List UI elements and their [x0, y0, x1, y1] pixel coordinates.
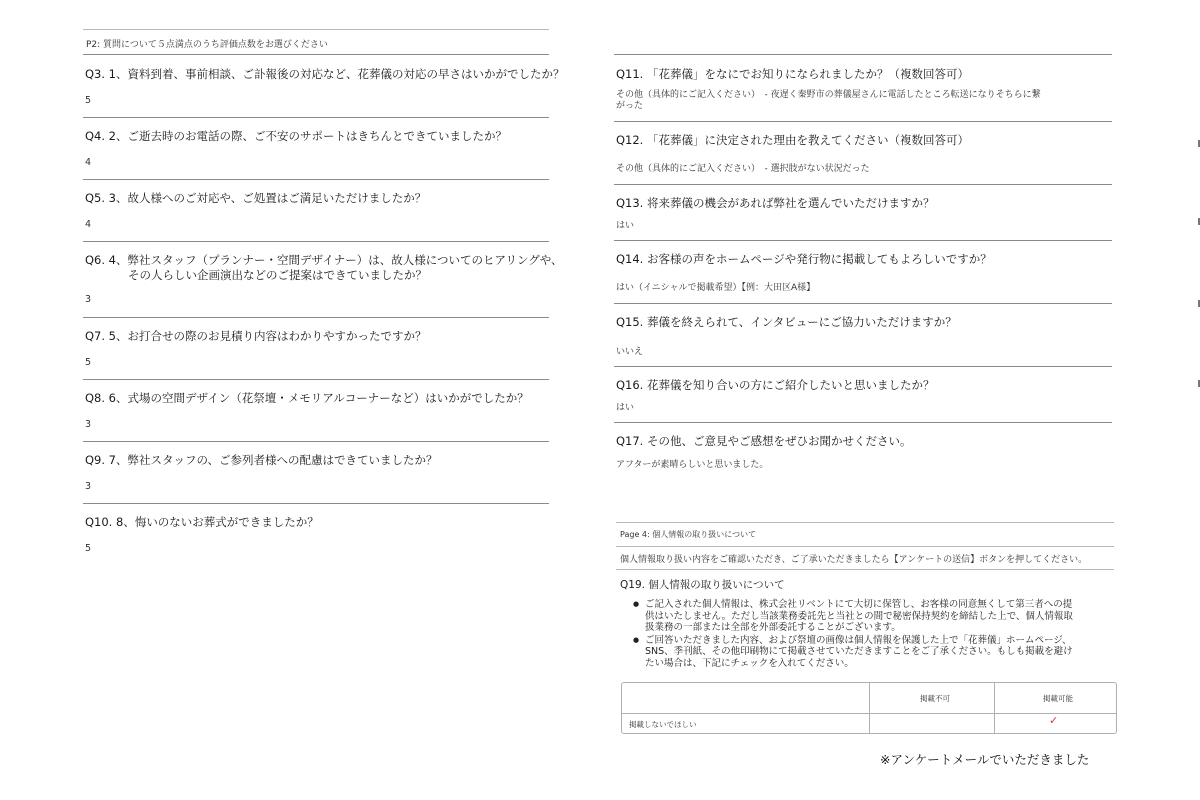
checkmark-icon[interactable]: ✓	[1049, 714, 1059, 727]
publication-consent-table	[621, 682, 1117, 734]
question-q5: Q5. 3、故人様へのご対応や、ご処置はご満足いただけましたか？	[85, 191, 427, 205]
question-q14: Q14. お客様の声をホームページや発行物に掲載してもよろしいですか？	[616, 252, 992, 266]
question-q16: Q16. 花葬儀を知り合いの方にご紹介したいと思いましたか？	[616, 378, 935, 392]
question-q15: Q15. 葬儀を終えられて、インタビューにご協力いただけますか？	[616, 315, 957, 329]
answer-q8: 3	[85, 419, 92, 430]
question-q8: Q8. 6、式場の空間デザイン（花祭壇・メモリアルコーナーなど）はいかがでしたか？	[85, 391, 529, 405]
answer-q15: いいえ	[616, 347, 644, 357]
page4-intro: 個人情報取り扱い内容をご確認いただき、ご了承いただきましたら【アンケートの送信】ボタンを押してください。	[620, 555, 1088, 565]
answer-q6: 3	[85, 294, 92, 305]
answer-q13: はい	[616, 221, 635, 231]
question-q11: Q11. 「花葬儀」をなにでお知りになられましたか？（複数回答可）	[616, 67, 969, 81]
answer-q3: 5	[85, 95, 92, 106]
footnote: ※アンケートメールでいただきました	[880, 752, 1090, 767]
answer-q12: その他（具体的にご記入ください） - 選択肢がない状況だった	[616, 164, 870, 174]
question-q12: Q12. 「花葬儀」に決定された理由を教えてください（複数回答可）	[616, 133, 969, 147]
question-q6: Q6. 4、弊社スタッフ（プランナー・空間デザイナー）は、故人様についてのヒアリングや、	[85, 253, 563, 267]
col-header-not-allowed: 掲載不可	[920, 694, 950, 703]
question-q4: Q4. 2、ご逝去時のお電話の際、ご不安のサポートはきちんとできていましたか？	[85, 129, 507, 143]
answer-q5: 4	[85, 219, 92, 230]
privacy-bullet-1: ● ご記入された個人情報は、株式会社リベントにて大切に保管し、お客様の同意無くして第三者への提 供はいたしません。ただし当該業務委託先と当社との間で秘密保持契約を締結した上で、個人情報取 扱業務の一部または全部を外部委託することがございます。	[633, 599, 1073, 634]
question-q17: Q17. その他、ご意見やご感想をぜひお聞かせください。	[616, 434, 912, 448]
row-label-do-not-publish: 掲載しないでほしい	[629, 720, 697, 729]
answer-q7: 5	[85, 357, 92, 368]
privacy-bullet-2: ● ご回答いただきました内容、および祭壇の画像は個人情報を保護した上で「花葬儀」ホームページ、 SNS、季刊紙、その他印刷物にて掲載させていただきますことをご了承ください。もしも掲載を避け たい場合は、下記にチェックを入れてください。	[633, 635, 1073, 670]
section-header-p2: P2: 質問について５点満点のうち評価点数をお選びください	[86, 40, 328, 50]
section-header-page4: Page 4: 個人情報の取り扱いについて	[620, 530, 757, 539]
answer-q4: 4	[85, 157, 92, 168]
question-q6-line2: その人らしい企画演出などのご提案はできていましたか？	[128, 268, 427, 282]
question-q3: Q3. 1、資料到着、事前相談、ご訃報後の対応など、花葬儀の対応の早さはいかがでしたか？	[85, 67, 565, 81]
answer-q11-line2: がった	[616, 101, 644, 111]
answer-q11: その他（具体的にご記入ください） - 夜遅く秦野市の葬儀屋さんに電話したところ転送になりそちらに繋	[616, 90, 1041, 100]
col-header-allowed: 掲載可能	[1043, 694, 1073, 703]
question-q7: Q7. 5、お打合せの際のお見積り内容はわかりやすかったですか？	[85, 329, 427, 343]
question-q9: Q9. 7、弊社スタッフの、ご参列者様への配慮はできていましたか？	[85, 453, 438, 467]
answer-q14: はい（イニシャルで掲載希望）【例：大田区A様】	[616, 283, 816, 293]
answer-q9: 3	[85, 481, 92, 492]
answer-q16: はい	[616, 403, 635, 413]
question-q19: Q19. 個人情報の取り扱いについて	[620, 579, 785, 591]
answer-q10: 5	[85, 543, 92, 554]
privacy-bullets	[633, 599, 1073, 670]
question-q10: Q10. 8、悔いのないお葬式ができましたか？	[85, 515, 319, 529]
answer-q17: アフターが素晴らしいと思いました。	[616, 460, 769, 470]
question-q13: Q13. 将来葬儀の機会があれば弊社を選んでいただけますか？	[616, 196, 935, 210]
